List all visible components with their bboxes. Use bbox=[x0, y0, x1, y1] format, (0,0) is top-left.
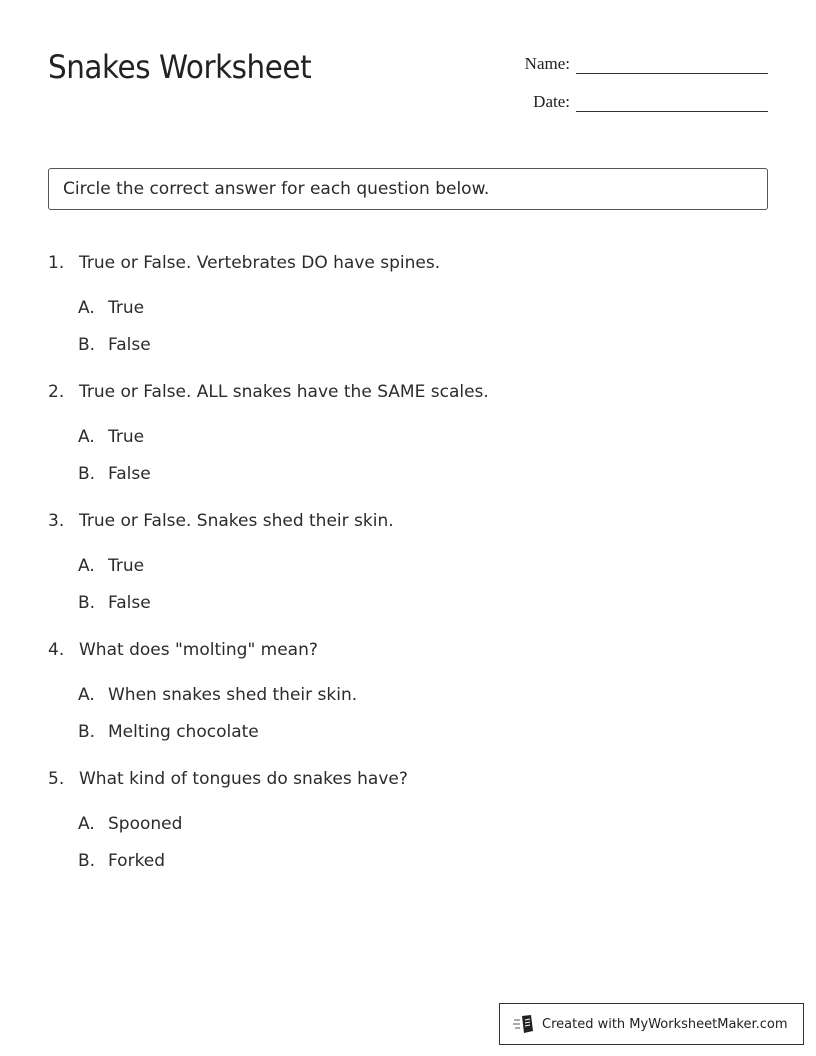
question-number: 4. bbox=[48, 640, 65, 660]
question-text: True or False. Vertebrates DO have spines. bbox=[79, 253, 441, 273]
question-1 bbox=[48, 250, 768, 358]
option-letter: B. bbox=[78, 335, 96, 355]
question-number: 1. bbox=[48, 253, 65, 273]
created-with-badge[interactable] bbox=[499, 1003, 804, 1045]
answer-option[interactable] bbox=[78, 461, 768, 487]
name-field bbox=[510, 54, 768, 74]
option-text: False bbox=[108, 335, 151, 355]
option-text: Forked bbox=[108, 851, 166, 871]
page-title: Snakes Worksheet bbox=[48, 48, 312, 86]
option-text: True bbox=[108, 298, 145, 318]
question-list bbox=[48, 250, 768, 885]
question-3 bbox=[48, 508, 768, 616]
option-text: False bbox=[108, 464, 151, 484]
question-text: What does "molting" mean? bbox=[79, 640, 318, 660]
answer-option[interactable] bbox=[78, 682, 768, 708]
option-text: When snakes shed their skin. bbox=[108, 685, 358, 705]
option-text: True bbox=[108, 427, 145, 447]
option-letter: A. bbox=[78, 298, 95, 318]
option-text: Spooned bbox=[108, 814, 183, 834]
option-letter: A. bbox=[78, 685, 95, 705]
option-letter: B. bbox=[78, 464, 96, 484]
question-number: 3. bbox=[48, 511, 65, 531]
answer-option[interactable] bbox=[78, 811, 768, 837]
answer-option[interactable] bbox=[78, 848, 768, 874]
option-letter: B. bbox=[78, 851, 96, 871]
name-blank-line bbox=[576, 55, 768, 74]
question-number: 2. bbox=[48, 382, 65, 402]
option-text: True bbox=[108, 556, 145, 576]
answer-option[interactable] bbox=[78, 553, 768, 579]
question-text: What kind of tongues do snakes have? bbox=[79, 769, 408, 789]
question-text: True or False. Snakes shed their skin. bbox=[79, 511, 394, 531]
instructions-box: Circle the correct answer for each question below. bbox=[48, 168, 768, 210]
option-letter: B. bbox=[78, 722, 96, 742]
question-4 bbox=[48, 637, 768, 745]
answer-option[interactable] bbox=[78, 719, 768, 745]
option-letter: A. bbox=[78, 556, 95, 576]
date-blank-line bbox=[576, 93, 768, 112]
answer-option[interactable] bbox=[78, 295, 768, 321]
answer-option[interactable] bbox=[78, 424, 768, 450]
option-letter: A. bbox=[78, 814, 95, 834]
answer-option[interactable] bbox=[78, 332, 768, 358]
date-field bbox=[510, 92, 768, 112]
question-text: True or False. ALL snakes have the SAME scales. bbox=[79, 382, 489, 402]
question-2 bbox=[48, 379, 768, 487]
badge-text: Created with MyWorksheetMaker.com bbox=[542, 1016, 788, 1032]
option-text: False bbox=[108, 593, 151, 613]
option-letter: A. bbox=[78, 427, 95, 447]
date-label: Date: bbox=[533, 92, 570, 111]
answer-option[interactable] bbox=[78, 590, 768, 616]
name-label: Name: bbox=[524, 54, 570, 73]
option-letter: B. bbox=[78, 593, 96, 613]
worksheet-maker-logo-icon bbox=[513, 1014, 535, 1034]
question-5 bbox=[48, 766, 768, 874]
question-number: 5. bbox=[48, 769, 65, 789]
option-text: Melting chocolate bbox=[108, 722, 259, 742]
